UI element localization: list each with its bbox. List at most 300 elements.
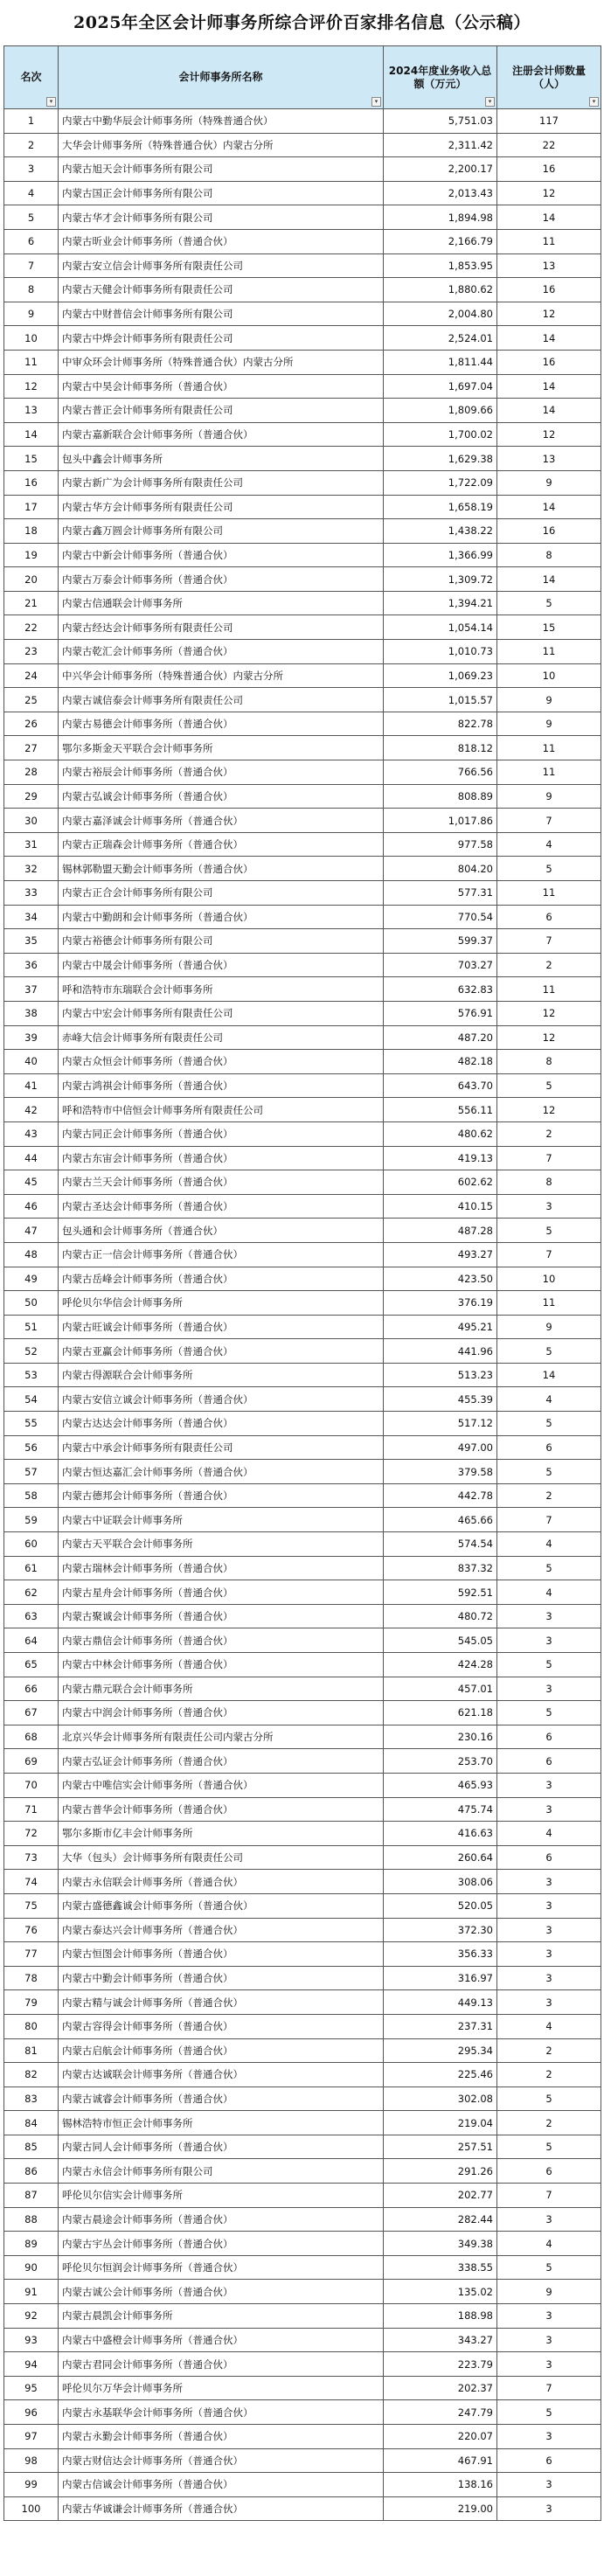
revenue-cell[interactable]: 372.30 bbox=[384, 1918, 497, 1942]
revenue-cell[interactable]: 356.33 bbox=[384, 1942, 497, 1967]
table-row[interactable] bbox=[4, 1990, 601, 2015]
firm-name-cell[interactable]: 内蒙古弘诚会计师事务所（普通合伙） bbox=[59, 784, 384, 809]
cpa-count-cell[interactable]: 12 bbox=[497, 302, 601, 326]
revenue-cell[interactable]: 599.37 bbox=[384, 929, 497, 954]
revenue-cell[interactable]: 837.32 bbox=[384, 1556, 497, 1580]
cpa-count-cell[interactable]: 7 bbox=[497, 1508, 601, 1532]
rank-cell[interactable]: 8 bbox=[4, 278, 59, 302]
firm-name-cell[interactable]: 内蒙古华才会计师事务所有限公司 bbox=[59, 205, 384, 230]
firm-name-cell[interactable]: 赤峰大信会计师事务所有限责任公司 bbox=[59, 1025, 384, 1050]
rank-cell[interactable]: 67 bbox=[4, 1701, 59, 1725]
revenue-cell[interactable]: 804.20 bbox=[384, 857, 497, 881]
rank-cell[interactable]: 24 bbox=[4, 663, 59, 688]
rank-cell[interactable]: 35 bbox=[4, 929, 59, 954]
table-row[interactable] bbox=[4, 519, 601, 544]
cpa-count-cell[interactable]: 2 bbox=[497, 2038, 601, 2063]
table-row[interactable] bbox=[4, 181, 601, 205]
firm-name-cell[interactable]: 内蒙古正瑞森会计师事务所（普通合伙） bbox=[59, 832, 384, 857]
rank-cell[interactable]: 29 bbox=[4, 784, 59, 809]
cpa-count-cell[interactable]: 9 bbox=[497, 1315, 601, 1339]
cpa-count-cell[interactable]: 5 bbox=[497, 1460, 601, 1484]
cpa-count-cell[interactable]: 3 bbox=[497, 2352, 601, 2377]
firm-name-cell[interactable]: 内蒙古中润会计师事务所（普通合伙） bbox=[59, 1701, 384, 1725]
rank-cell[interactable]: 88 bbox=[4, 2207, 59, 2232]
table-row[interactable] bbox=[4, 278, 601, 302]
revenue-cell[interactable]: 602.62 bbox=[384, 1170, 497, 1195]
revenue-cell[interactable]: 1,394.21 bbox=[384, 591, 497, 615]
cpa-count-cell[interactable]: 3 bbox=[497, 1773, 601, 1797]
rank-cell[interactable]: 78 bbox=[4, 1966, 59, 1990]
firm-name-cell[interactable]: 内蒙古中盛橙会计师事务所（普通合伙） bbox=[59, 2328, 384, 2352]
rank-cell[interactable]: 91 bbox=[4, 2280, 59, 2304]
revenue-cell[interactable]: 302.08 bbox=[384, 2086, 497, 2111]
firm-name-cell[interactable]: 内蒙古中唯信实会计师事务所（普通合伙） bbox=[59, 1773, 384, 1797]
cpa-count-cell[interactable]: 8 bbox=[497, 1170, 601, 1195]
rank-cell[interactable]: 18 bbox=[4, 519, 59, 544]
rank-cell[interactable]: 36 bbox=[4, 953, 59, 977]
revenue-cell[interactable]: 487.20 bbox=[384, 1025, 497, 1050]
firm-name-cell[interactable]: 内蒙古华诚谦会计师事务所（普通合伙） bbox=[59, 2496, 384, 2521]
table-row[interactable] bbox=[4, 302, 601, 326]
firm-name-cell[interactable]: 锡林郭勒盟天勤会计师事务所（普通合伙） bbox=[59, 857, 384, 881]
firm-name-cell[interactable]: 内蒙古鼎信会计师事务所（普通合伙） bbox=[59, 1628, 384, 1653]
rank-cell[interactable]: 73 bbox=[4, 1845, 59, 1870]
cpa-count-cell[interactable]: 10 bbox=[497, 1267, 601, 1291]
table-row[interactable] bbox=[4, 1556, 601, 1580]
cpa-count-cell[interactable]: 3 bbox=[497, 2328, 601, 2352]
header-name[interactable] bbox=[59, 46, 384, 109]
rank-cell[interactable]: 81 bbox=[4, 2038, 59, 2063]
firm-name-cell[interactable]: 内蒙古万泰会计师事务所（普通合伙） bbox=[59, 567, 384, 592]
table-row[interactable] bbox=[4, 1677, 601, 1701]
firm-name-cell[interactable]: 内蒙古星舟会计师事务所（普通合伙） bbox=[59, 1580, 384, 1605]
rank-cell[interactable]: 6 bbox=[4, 229, 59, 253]
table-row[interactable] bbox=[4, 2448, 601, 2473]
firm-name-cell[interactable]: 内蒙古旭天会计师事务所有限公司 bbox=[59, 157, 384, 182]
rank-cell[interactable]: 19 bbox=[4, 543, 59, 567]
table-row[interactable] bbox=[4, 1701, 601, 1725]
firm-name-cell[interactable]: 内蒙古信诚会计师事务所（普通合伙） bbox=[59, 2473, 384, 2497]
table-row[interactable] bbox=[4, 1291, 601, 1316]
table-row[interactable] bbox=[4, 760, 601, 785]
firm-name-cell[interactable]: 内蒙古泰达兴会计师事务所（普通合伙） bbox=[59, 1918, 384, 1942]
table-row[interactable] bbox=[4, 1580, 601, 1605]
cpa-count-cell[interactable]: 12 bbox=[497, 1001, 601, 1025]
table-row[interactable] bbox=[4, 567, 601, 592]
revenue-cell[interactable]: 517.12 bbox=[384, 1412, 497, 1436]
firm-name-cell[interactable]: 内蒙古岳峰会计师事务所（普通合伙） bbox=[59, 1267, 384, 1291]
table-row[interactable] bbox=[4, 2111, 601, 2135]
cpa-count-cell[interactable]: 3 bbox=[497, 1194, 601, 1219]
cpa-count-cell[interactable]: 6 bbox=[497, 1845, 601, 1870]
table-row[interactable] bbox=[4, 1893, 601, 1918]
revenue-cell[interactable]: 2,004.80 bbox=[384, 302, 497, 326]
rank-cell[interactable]: 5 bbox=[4, 205, 59, 230]
cpa-count-cell[interactable]: 11 bbox=[497, 736, 601, 760]
revenue-cell[interactable]: 442.78 bbox=[384, 1483, 497, 1508]
rank-cell[interactable]: 30 bbox=[4, 809, 59, 833]
firm-name-cell[interactable]: 内蒙古中林会计师事务所（普通合伙） bbox=[59, 1653, 384, 1677]
table-row[interactable] bbox=[4, 374, 601, 399]
firm-name-cell[interactable]: 内蒙古安立信会计师事务所有限责任公司 bbox=[59, 253, 384, 278]
rank-cell[interactable]: 80 bbox=[4, 2014, 59, 2038]
rank-cell[interactable]: 87 bbox=[4, 2184, 59, 2208]
cpa-count-cell[interactable]: 3 bbox=[497, 1870, 601, 1894]
table-row[interactable] bbox=[4, 1508, 601, 1532]
revenue-cell[interactable]: 493.27 bbox=[384, 1242, 497, 1267]
firm-name-cell[interactable]: 内蒙古永勤会计师事务所（普通合伙） bbox=[59, 2425, 384, 2449]
rank-cell[interactable]: 74 bbox=[4, 1870, 59, 1894]
rank-cell[interactable]: 89 bbox=[4, 2232, 59, 2256]
revenue-cell[interactable]: 1,658.19 bbox=[384, 495, 497, 519]
table-row[interactable] bbox=[4, 905, 601, 929]
table-row[interactable] bbox=[4, 2304, 601, 2329]
firm-name-cell[interactable]: 内蒙古嘉新联合会计师事务所（普通合伙） bbox=[59, 422, 384, 447]
revenue-cell[interactable]: 2,166.79 bbox=[384, 229, 497, 253]
revenue-cell[interactable]: 808.89 bbox=[384, 784, 497, 809]
firm-name-cell[interactable]: 内蒙古裕辰会计师事务所（普通合伙） bbox=[59, 760, 384, 785]
cpa-count-cell[interactable]: 4 bbox=[497, 832, 601, 857]
table-row[interactable] bbox=[4, 1242, 601, 1267]
cpa-count-cell[interactable]: 16 bbox=[497, 350, 601, 374]
cpa-count-cell[interactable]: 5 bbox=[497, 1653, 601, 1677]
revenue-cell[interactable]: 219.04 bbox=[384, 2111, 497, 2135]
revenue-cell[interactable]: 441.96 bbox=[384, 1339, 497, 1364]
revenue-cell[interactable]: 556.11 bbox=[384, 1098, 497, 1122]
rank-cell[interactable]: 25 bbox=[4, 688, 59, 712]
cpa-count-cell[interactable]: 6 bbox=[497, 905, 601, 929]
cpa-count-cell[interactable]: 3 bbox=[497, 1990, 601, 2015]
rank-cell[interactable]: 4 bbox=[4, 181, 59, 205]
table-row[interactable] bbox=[4, 109, 601, 134]
firm-name-cell[interactable]: 鄂尔多斯市亿丰会计师事务所 bbox=[59, 1822, 384, 1846]
firm-name-cell[interactable]: 内蒙古中烨会计师事务所有限责任公司 bbox=[59, 326, 384, 351]
firm-name-cell[interactable]: 内蒙古晨凯会计师事务所 bbox=[59, 2304, 384, 2329]
revenue-cell[interactable]: 424.28 bbox=[384, 1653, 497, 1677]
firm-name-cell[interactable]: 内蒙古嘉泽诚会计师事务所（普通合伙） bbox=[59, 809, 384, 833]
table-row[interactable] bbox=[4, 977, 601, 1002]
revenue-cell[interactable]: 457.01 bbox=[384, 1677, 497, 1701]
cpa-count-cell[interactable]: 5 bbox=[497, 2400, 601, 2425]
table-row[interactable] bbox=[4, 1845, 601, 1870]
cpa-count-cell[interactable]: 22 bbox=[497, 133, 601, 157]
revenue-cell[interactable]: 1,894.98 bbox=[384, 205, 497, 230]
firm-name-cell[interactable]: 北京兴华会计师事务所有限责任公司内蒙古分所 bbox=[59, 1725, 384, 1749]
revenue-cell[interactable]: 202.77 bbox=[384, 2184, 497, 2208]
cpa-count-cell[interactable]: 7 bbox=[497, 809, 601, 833]
rank-cell[interactable]: 14 bbox=[4, 422, 59, 447]
table-row[interactable] bbox=[4, 229, 601, 253]
firm-name-cell[interactable]: 锡林浩特市恒正会计师事务所 bbox=[59, 2111, 384, 2135]
rank-cell[interactable]: 28 bbox=[4, 760, 59, 785]
table-row[interactable] bbox=[4, 1483, 601, 1508]
table-row[interactable] bbox=[4, 2425, 601, 2449]
firm-name-cell[interactable]: 内蒙古鑫万圆会计师事务所有限公司 bbox=[59, 519, 384, 544]
table-row[interactable] bbox=[4, 1725, 601, 1749]
firm-name-cell[interactable]: 内蒙古乾汇会计师事务所（普通合伙） bbox=[59, 640, 384, 664]
table-row[interactable] bbox=[4, 2184, 601, 2208]
header-cpa-count[interactable] bbox=[497, 46, 601, 109]
rank-cell[interactable]: 70 bbox=[4, 1773, 59, 1797]
revenue-cell[interactable]: 338.55 bbox=[384, 2255, 497, 2280]
table-row[interactable] bbox=[4, 1098, 601, 1122]
revenue-cell[interactable]: 520.05 bbox=[384, 1893, 497, 1918]
revenue-cell[interactable]: 220.07 bbox=[384, 2425, 497, 2449]
rank-cell[interactable]: 22 bbox=[4, 615, 59, 640]
cpa-count-cell[interactable]: 3 bbox=[497, 2207, 601, 2232]
table-row[interactable] bbox=[4, 2207, 601, 2232]
cpa-count-cell[interactable]: 16 bbox=[497, 519, 601, 544]
firm-name-cell[interactable]: 内蒙古圣达会计师事务所（普通合伙） bbox=[59, 1194, 384, 1219]
revenue-cell[interactable]: 480.72 bbox=[384, 1604, 497, 1628]
cpa-count-cell[interactable]: 7 bbox=[497, 2184, 601, 2208]
rank-cell[interactable]: 49 bbox=[4, 1267, 59, 1291]
cpa-count-cell[interactable]: 12 bbox=[497, 1025, 601, 1050]
table-row[interactable] bbox=[4, 1146, 601, 1170]
rank-cell[interactable]: 12 bbox=[4, 374, 59, 399]
firm-name-cell[interactable]: 内蒙古信通联会计师事务所 bbox=[59, 591, 384, 615]
cpa-count-cell[interactable]: 11 bbox=[497, 640, 601, 664]
revenue-cell[interactable]: 592.51 bbox=[384, 1580, 497, 1605]
table-row[interactable] bbox=[4, 2014, 601, 2038]
firm-name-cell[interactable]: 呼伦贝尔华信会计师事务所 bbox=[59, 1291, 384, 1316]
filter-dropdown-icon[interactable]: ▾ bbox=[589, 97, 599, 107]
table-row[interactable] bbox=[4, 1870, 601, 1894]
firm-name-cell[interactable]: 内蒙古精与诚会计师事务所（普通合伙） bbox=[59, 1990, 384, 2015]
firm-name-cell[interactable]: 内蒙古中昊会计师事务所（普通合伙） bbox=[59, 374, 384, 399]
firm-name-cell[interactable]: 内蒙古晨途会计师事务所（普通合伙） bbox=[59, 2207, 384, 2232]
cpa-count-cell[interactable]: 8 bbox=[497, 543, 601, 567]
table-row[interactable] bbox=[4, 2232, 601, 2256]
rank-cell[interactable]: 60 bbox=[4, 1532, 59, 1557]
table-row[interactable] bbox=[4, 326, 601, 351]
firm-name-cell[interactable]: 内蒙古中宏会计师事务所有限责任公司 bbox=[59, 1001, 384, 1025]
firm-name-cell[interactable]: 内蒙古中新会计师事务所（普通合伙） bbox=[59, 543, 384, 567]
table-row[interactable] bbox=[4, 470, 601, 495]
table-row[interactable] bbox=[4, 2352, 601, 2377]
revenue-cell[interactable]: 1,700.02 bbox=[384, 422, 497, 447]
cpa-count-cell[interactable]: 10 bbox=[497, 663, 601, 688]
revenue-cell[interactable]: 455.39 bbox=[384, 1387, 497, 1412]
rank-cell[interactable]: 51 bbox=[4, 1315, 59, 1339]
table-row[interactable] bbox=[4, 1604, 601, 1628]
cpa-count-cell[interactable]: 14 bbox=[497, 567, 601, 592]
revenue-cell[interactable]: 449.13 bbox=[384, 1990, 497, 2015]
table-row[interactable] bbox=[4, 1387, 601, 1412]
rank-cell[interactable]: 41 bbox=[4, 1073, 59, 1098]
table-row[interactable] bbox=[4, 640, 601, 664]
rank-cell[interactable]: 23 bbox=[4, 640, 59, 664]
cpa-count-cell[interactable]: 11 bbox=[497, 1291, 601, 1316]
firm-name-cell[interactable]: 内蒙古诚信泰会计师事务所有限责任公司 bbox=[59, 688, 384, 712]
cpa-count-cell[interactable]: 2 bbox=[497, 2063, 601, 2087]
firm-name-cell[interactable]: 内蒙古华方会计师事务所有限责任公司 bbox=[59, 495, 384, 519]
rank-cell[interactable]: 40 bbox=[4, 1050, 59, 1074]
cpa-count-cell[interactable]: 6 bbox=[497, 1749, 601, 1774]
rank-cell[interactable]: 98 bbox=[4, 2448, 59, 2473]
cpa-count-cell[interactable]: 117 bbox=[497, 109, 601, 134]
table-row[interactable] bbox=[4, 2255, 601, 2280]
revenue-cell[interactable]: 2,013.43 bbox=[384, 181, 497, 205]
table-row[interactable] bbox=[4, 2086, 601, 2111]
revenue-cell[interactable]: 1,629.38 bbox=[384, 447, 497, 471]
cpa-count-cell[interactable]: 12 bbox=[497, 181, 601, 205]
cpa-count-cell[interactable]: 2 bbox=[497, 2111, 601, 2135]
revenue-cell[interactable]: 1,366.99 bbox=[384, 543, 497, 567]
revenue-cell[interactable]: 1,438.22 bbox=[384, 519, 497, 544]
revenue-cell[interactable]: 2,200.17 bbox=[384, 157, 497, 182]
cpa-count-cell[interactable]: 12 bbox=[497, 422, 601, 447]
cpa-count-cell[interactable]: 9 bbox=[497, 2280, 601, 2304]
revenue-cell[interactable]: 770.54 bbox=[384, 905, 497, 929]
table-row[interactable] bbox=[4, 1628, 601, 1653]
cpa-count-cell[interactable]: 3 bbox=[497, 2496, 601, 2521]
firm-name-cell[interactable]: 内蒙古兰天会计师事务所（普通合伙） bbox=[59, 1170, 384, 1195]
revenue-cell[interactable]: 643.70 bbox=[384, 1073, 497, 1098]
table-row[interactable] bbox=[4, 688, 601, 712]
firm-name-cell[interactable]: 内蒙古正合会计师事务所有限公司 bbox=[59, 881, 384, 906]
firm-name-cell[interactable]: 中兴华会计师事务所（特殊普通合伙）内蒙古分所 bbox=[59, 663, 384, 688]
rank-cell[interactable]: 82 bbox=[4, 2063, 59, 2087]
cpa-count-cell[interactable]: 5 bbox=[497, 2135, 601, 2159]
revenue-cell[interactable]: 1,811.44 bbox=[384, 350, 497, 374]
rank-cell[interactable]: 71 bbox=[4, 1797, 59, 1822]
revenue-cell[interactable]: 822.78 bbox=[384, 712, 497, 736]
firm-name-cell[interactable]: 内蒙古鸿祺会计师事务所（普通合伙） bbox=[59, 1073, 384, 1098]
revenue-cell[interactable]: 223.79 bbox=[384, 2352, 497, 2377]
revenue-cell[interactable]: 577.31 bbox=[384, 881, 497, 906]
firm-name-cell[interactable]: 内蒙古正一信会计师事务所（普通合伙） bbox=[59, 1242, 384, 1267]
cpa-count-cell[interactable]: 14 bbox=[497, 326, 601, 351]
cpa-count-cell[interactable]: 7 bbox=[497, 1146, 601, 1170]
cpa-count-cell[interactable]: 9 bbox=[497, 688, 601, 712]
firm-name-cell[interactable]: 内蒙古亚赢会计师事务所（普通合伙） bbox=[59, 1339, 384, 1364]
rank-cell[interactable]: 39 bbox=[4, 1025, 59, 1050]
revenue-cell[interactable]: 1,809.66 bbox=[384, 399, 497, 423]
revenue-cell[interactable]: 977.58 bbox=[384, 832, 497, 857]
cpa-count-cell[interactable]: 4 bbox=[497, 1822, 601, 1846]
firm-name-cell[interactable]: 内蒙古诚公会计师事务所（普通合伙） bbox=[59, 2280, 384, 2304]
firm-name-cell[interactable]: 呼伦贝尔恒润会计师事务所（普通合伙） bbox=[59, 2255, 384, 2280]
revenue-cell[interactable]: 410.15 bbox=[384, 1194, 497, 1219]
rank-cell[interactable]: 59 bbox=[4, 1508, 59, 1532]
cpa-count-cell[interactable]: 5 bbox=[497, 1219, 601, 1243]
table-row[interactable] bbox=[4, 832, 601, 857]
firm-name-cell[interactable]: 内蒙古恒图会计师事务所（普通合伙） bbox=[59, 1942, 384, 1967]
cpa-count-cell[interactable]: 3 bbox=[497, 2473, 601, 2497]
rank-cell[interactable]: 37 bbox=[4, 977, 59, 1002]
firm-name-cell[interactable]: 呼和浩特市中信恒会计师事务所有限责任公司 bbox=[59, 1098, 384, 1122]
revenue-cell[interactable]: 308.06 bbox=[384, 1870, 497, 1894]
rank-cell[interactable]: 92 bbox=[4, 2304, 59, 2329]
header-rank[interactable] bbox=[4, 46, 59, 109]
rank-cell[interactable]: 11 bbox=[4, 350, 59, 374]
cpa-count-cell[interactable]: 13 bbox=[497, 253, 601, 278]
revenue-cell[interactable]: 237.31 bbox=[384, 2014, 497, 2038]
firm-name-cell[interactable]: 内蒙古弘证会计师事务所（普通合伙） bbox=[59, 1749, 384, 1774]
cpa-count-cell[interactable]: 11 bbox=[497, 881, 601, 906]
revenue-cell[interactable]: 513.23 bbox=[384, 1363, 497, 1387]
firm-name-cell[interactable]: 内蒙古安信立诚会计师事务所（普通合伙） bbox=[59, 1387, 384, 1412]
revenue-cell[interactable]: 1,010.73 bbox=[384, 640, 497, 664]
firm-name-cell[interactable]: 内蒙古天平联合会计师事务所 bbox=[59, 1532, 384, 1557]
rank-cell[interactable]: 56 bbox=[4, 1435, 59, 1460]
rank-cell[interactable]: 93 bbox=[4, 2328, 59, 2352]
table-row[interactable] bbox=[4, 2473, 601, 2497]
firm-name-cell[interactable]: 内蒙古中勤朗和会计师事务所（普通合伙） bbox=[59, 905, 384, 929]
cpa-count-cell[interactable]: 9 bbox=[497, 784, 601, 809]
revenue-cell[interactable]: 349.38 bbox=[384, 2232, 497, 2256]
rank-cell[interactable]: 20 bbox=[4, 567, 59, 592]
table-row[interactable] bbox=[4, 447, 601, 471]
revenue-cell[interactable]: 202.37 bbox=[384, 2376, 497, 2400]
cpa-count-cell[interactable]: 16 bbox=[497, 278, 601, 302]
revenue-cell[interactable]: 253.70 bbox=[384, 1749, 497, 1774]
rank-cell[interactable]: 9 bbox=[4, 302, 59, 326]
cpa-count-cell[interactable]: 6 bbox=[497, 2448, 601, 2473]
cpa-count-cell[interactable]: 4 bbox=[497, 1532, 601, 1557]
revenue-cell[interactable]: 247.79 bbox=[384, 2400, 497, 2425]
revenue-cell[interactable]: 188.98 bbox=[384, 2304, 497, 2329]
rank-cell[interactable]: 84 bbox=[4, 2111, 59, 2135]
revenue-cell[interactable]: 480.62 bbox=[384, 1121, 497, 1146]
firm-name-cell[interactable]: 包头中鑫会计师事务所 bbox=[59, 447, 384, 471]
firm-name-cell[interactable]: 内蒙古国正会计师事务所有限公司 bbox=[59, 181, 384, 205]
revenue-cell[interactable]: 295.34 bbox=[384, 2038, 497, 2063]
table-row[interactable] bbox=[4, 2159, 601, 2184]
revenue-cell[interactable]: 495.21 bbox=[384, 1315, 497, 1339]
table-row[interactable] bbox=[4, 2328, 601, 2352]
cpa-count-cell[interactable]: 11 bbox=[497, 229, 601, 253]
rank-cell[interactable]: 86 bbox=[4, 2159, 59, 2184]
table-row[interactable] bbox=[4, 399, 601, 423]
revenue-cell[interactable]: 423.50 bbox=[384, 1267, 497, 1291]
table-row[interactable] bbox=[4, 1315, 601, 1339]
firm-name-cell[interactable]: 中审众环会计师事务所（特殊普通合伙）内蒙古分所 bbox=[59, 350, 384, 374]
firm-name-cell[interactable]: 内蒙古宇丛会计师事务所（普通合伙） bbox=[59, 2232, 384, 2256]
table-row[interactable] bbox=[4, 1532, 601, 1557]
revenue-cell[interactable]: 574.54 bbox=[384, 1532, 497, 1557]
table-row[interactable] bbox=[4, 543, 601, 567]
rank-cell[interactable]: 52 bbox=[4, 1339, 59, 1364]
firm-name-cell[interactable]: 内蒙古恒达嘉汇会计师事务所（普通合伙） bbox=[59, 1460, 384, 1484]
cpa-count-cell[interactable]: 2 bbox=[497, 1121, 601, 1146]
cpa-count-cell[interactable]: 5 bbox=[497, 1339, 601, 1364]
rank-cell[interactable]: 3 bbox=[4, 157, 59, 182]
rank-cell[interactable]: 34 bbox=[4, 905, 59, 929]
firm-name-cell[interactable]: 内蒙古经达会计师事务所有限责任公司 bbox=[59, 615, 384, 640]
firm-name-cell[interactable]: 呼和浩特市东瑞联合会计师事务所 bbox=[59, 977, 384, 1002]
rank-cell[interactable]: 79 bbox=[4, 1990, 59, 2015]
cpa-count-cell[interactable]: 4 bbox=[497, 2232, 601, 2256]
revenue-cell[interactable]: 1,697.04 bbox=[384, 374, 497, 399]
table-row[interactable] bbox=[4, 1918, 601, 1942]
table-row[interactable] bbox=[4, 2400, 601, 2425]
revenue-cell[interactable]: 487.28 bbox=[384, 1219, 497, 1243]
rank-cell[interactable]: 94 bbox=[4, 2352, 59, 2377]
revenue-cell[interactable]: 1,069.23 bbox=[384, 663, 497, 688]
firm-name-cell[interactable]: 内蒙古永信会计师事务所有限公司 bbox=[59, 2159, 384, 2184]
cpa-count-cell[interactable]: 7 bbox=[497, 2376, 601, 2400]
table-row[interactable] bbox=[4, 2063, 601, 2087]
firm-name-cell[interactable]: 内蒙古天健会计师事务所有限责任公司 bbox=[59, 278, 384, 302]
revenue-cell[interactable]: 343.27 bbox=[384, 2328, 497, 2352]
revenue-cell[interactable]: 316.97 bbox=[384, 1966, 497, 1990]
revenue-cell[interactable]: 1,853.95 bbox=[384, 253, 497, 278]
rank-cell[interactable]: 72 bbox=[4, 1822, 59, 1846]
cpa-count-cell[interactable]: 4 bbox=[497, 2014, 601, 2038]
rank-cell[interactable]: 54 bbox=[4, 1387, 59, 1412]
